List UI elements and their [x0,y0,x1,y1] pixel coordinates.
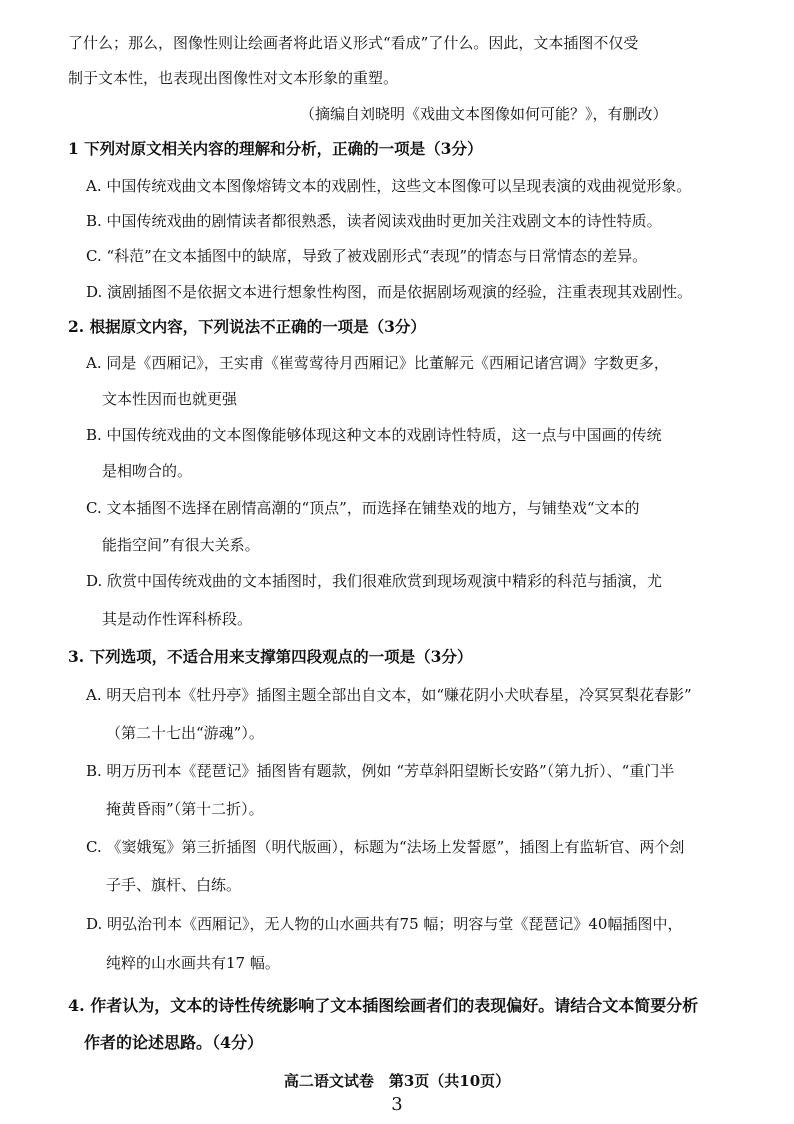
question-2-option-b-cont: 是相吻合的。 [102,462,193,480]
question-2-option-d-cont: 其是动作性诨科桥段。 [102,610,253,628]
intro-line-1: 了什么；那么，图像性则让绘画者将此语义形式“看成”了什么。因此，文本插图不仅受 [68,34,639,52]
question-1-option-d: D. 演剧插图不是依据文本进行想象性构图，而是依据剧场观演的经验，注重表现其戏剧性。 [86,283,693,301]
question-4-stem: 4. 作者认为，文本的诗性传统影响了文本插图绘画者们的表现偏好。请结合文本简要分析 [68,996,699,1015]
question-1-option-a: A. 中国传统戏曲文本图像熔铸文本的戏剧性，这些文本图像可以呈现表演的戏曲视觉形象。 [86,177,692,195]
question-3-option-a-cont: （第二十七出“游魂”）。 [106,724,264,742]
question-2-option-b: B. 中国传统戏曲的文本图像能够体现这种文本的戏剧诗性特质，这一点与中国画的传统 [86,426,662,444]
question-3-stem: 3. 下列选项，不适合用来支撑第四段观点的一项是（3分） [68,647,473,666]
question-3-option-a: A. 明天启刊本《牡丹亭》插图主题全部出自文本，如“赚花阴小犬吠春星，冷冥冥梨花春影” [86,686,692,704]
question-4-stem-cont: 作者的论述思路。（4分） [84,1033,264,1052]
question-2-option-a-cont: 文本性因而也就更强 [102,390,238,408]
question-3-option-c: C. 《窦娥冤》第三折插图（明代版画），标题为“法场上发誓愿”，插图上有监斩官、两个刽 [86,838,685,856]
question-2-option-c: C. 文本插图不选择在剧情高潮的“顶点”，而选择在铺垫戏的地方，与铺垫戏“文本的 [86,499,640,517]
footer-title: 高二语文试卷 第3页（共10页） [283,1072,511,1090]
question-1-stem: 1 下列对原文相关内容的理解和分析，正确的一项是（3分） [68,139,483,158]
question-3-option-d-cont: 纯粹的山水画共有17 幅。 [106,954,280,972]
question-1-option-b: B. 中国传统戏曲的剧情读者都很熟悉，读者阅读戏曲时更加关注戏剧文本的诗性特质。 [86,212,662,230]
question-2-option-a: A. 同是《西厢记》，王实甫《崔莺莺待月西厢记》比董解元《西厢记诸宫调》字数更多， [86,354,669,372]
page-number: 3 [391,1094,403,1115]
question-3-option-b: B. 明万历刊本《琵琶记》插图皆有题款，例如 “芳草斜阳望断长安路”（第九折）、“重门半 [86,762,675,780]
question-3-option-b-cont: 掩黄昏雨”（第十二折）。 [106,800,264,818]
question-3-option-c-cont: 子手、旗杆、白练。 [106,876,242,894]
question-1-option-c: C. “科范”在文本插图中的缺席，导致了被戏剧形式“表现”的情态与日常情态的差异。 [86,247,648,265]
question-3-option-d: D. 明弘治刊本《西厢记》，无人物的山水画共有75 幅；明容与堂《琵琶记》40幅插图中， [86,915,683,933]
source-citation: （摘编自刘晓明《戏曲文本图像如何可能？》，有删改） [300,105,668,123]
question-2-stem: 2. 根据原文内容，下列说法不正确的一项是（3分） [68,317,426,336]
intro-line-2: 制于文本性，也表现出图像性对文本形象的重塑。 [68,69,399,87]
question-2-option-c-cont: 能指空间”有很大关系。 [102,536,260,554]
question-2-option-d: D. 欣赏中国传统戏曲的文本插图时，我们很难欣赏到现场观演中精彩的科范与插演，尤 [86,572,663,590]
